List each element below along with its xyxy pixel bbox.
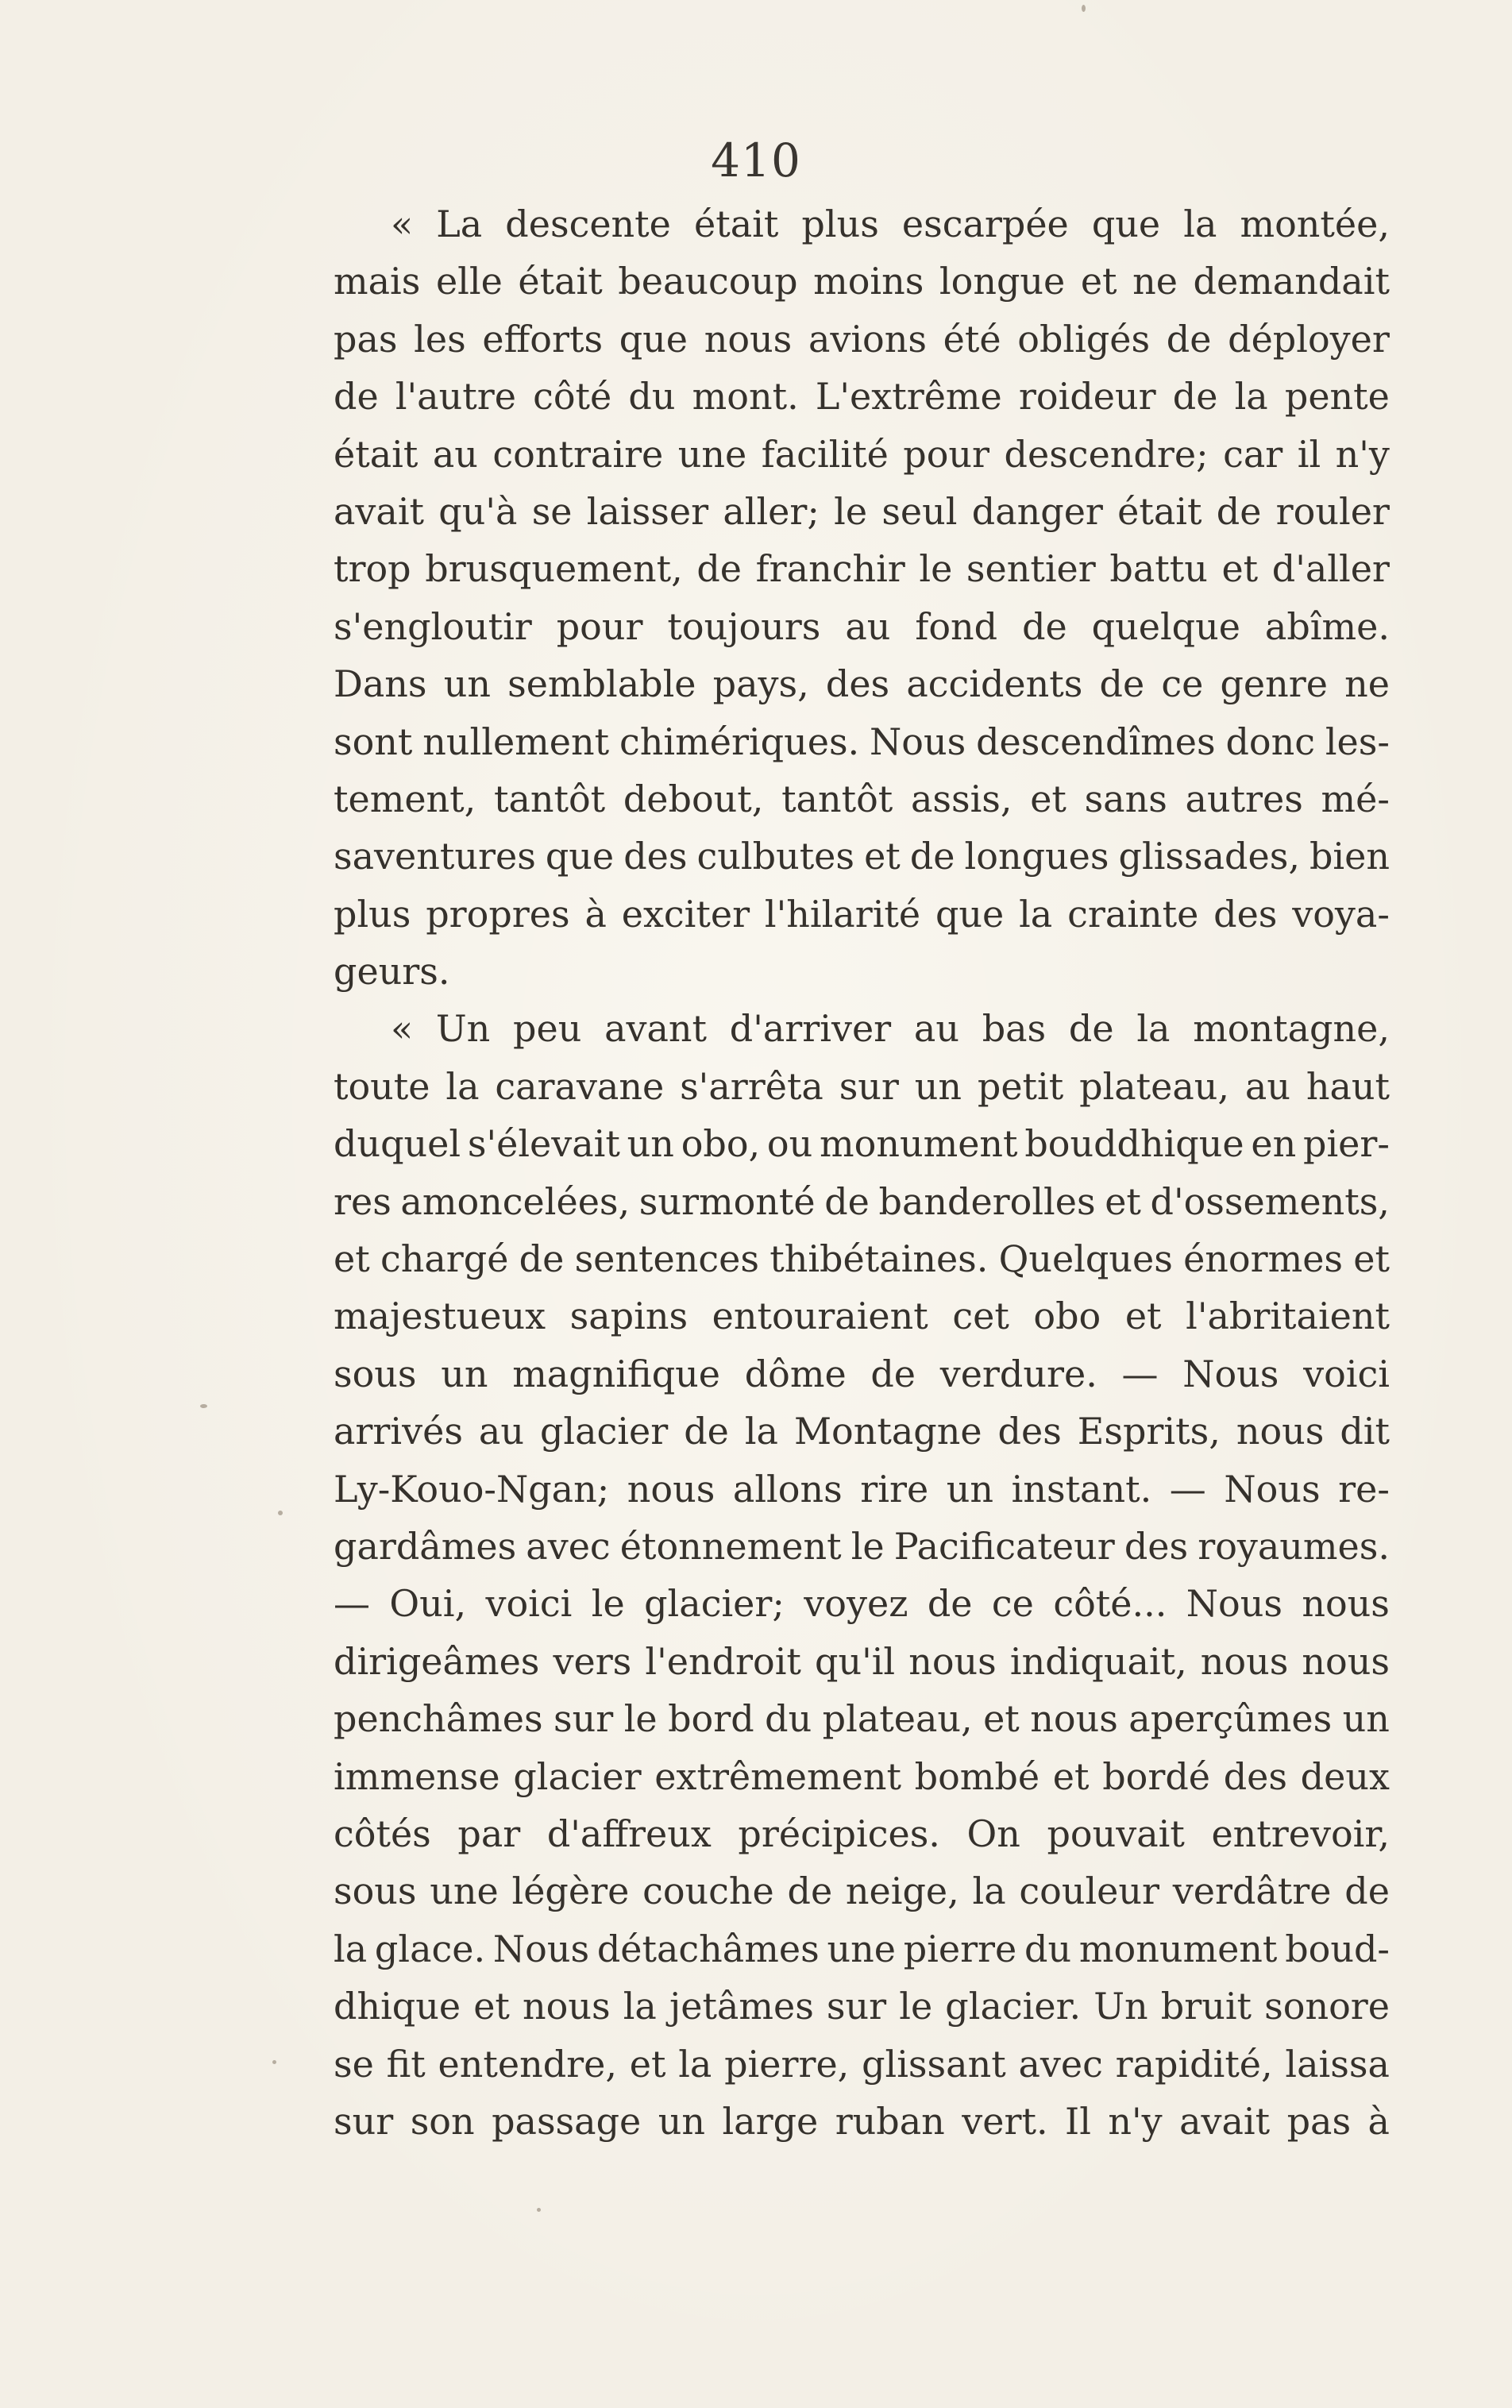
paper-speck — [278, 1511, 283, 1515]
paper-speck — [272, 2060, 276, 2064]
text-line: se fit entendre, et la pierre, glissant avec rapidité, laissa — [334, 2042, 1390, 2086]
text-line: plus propres à exciter l'hilarité que la crainte des voya- — [334, 892, 1390, 936]
text-line: majestueux sapins entouraient cet obo et l'abritaient — [334, 1295, 1390, 1338]
text-line: toute la caravane s'arrêta sur un petit plateau, au haut — [334, 1064, 1390, 1108]
text-line: gardâmes avec étonnement le Pacificateur des royaumes. — [334, 1524, 1390, 1568]
text-line: arrivés au glacier de la Montagne des Esprits, nous dit — [334, 1410, 1390, 1453]
text-line: était au contraire une facilité pour descendre; car il n'y — [334, 432, 1390, 476]
text-line: côtés par d'affreux précipices. On pouvait entrevoir, — [334, 1812, 1390, 1855]
text-line: geurs. — [334, 950, 450, 994]
text-line: penchâmes sur le bord du plateau, et nous aperçûmes un — [334, 1697, 1390, 1741]
text-line: immense glacier extrêmement bombé et bordé des deux — [334, 1754, 1390, 1798]
paper-speck — [537, 2208, 541, 2212]
text-line: avait qu'à se laisser aller; le seul danger était de rouler — [334, 489, 1390, 533]
text-line: tement, tantôt debout, tantôt assis, et sans autres mé- — [334, 777, 1390, 820]
text-line: la glace. Nous détachâmes une pierre du monument boud- — [334, 1927, 1390, 1970]
paper-speck — [200, 1404, 207, 1408]
body-text — [334, 195, 1390, 2150]
text-line: de l'autre côté du mont. L'extrême roideur de la pente — [334, 375, 1390, 419]
text-line: mais elle était beaucoup moins longue et ne demandait — [334, 260, 1390, 303]
text-line: dirigeâmes vers l'endroit qu'il nous indiquait, nous nous — [334, 1639, 1390, 1683]
text-line: sur son passage un large ruban vert. Il n'y avait pas à — [334, 2099, 1390, 2143]
text-line: saventures que des culbutes et de longues glissades, bien — [334, 835, 1390, 878]
text-line: et chargé de sentences thibétaines. Quelques énormes et — [334, 1237, 1390, 1281]
text-line: Dans un semblable pays, des accidents de ce genre ne — [334, 662, 1390, 706]
text-line: « Un peu avant d'arriver au bas de la montagne, — [391, 1007, 1390, 1051]
text-line: Ly-Kouo-Ngan; nous allons rire un instant. — Nous re- — [334, 1467, 1390, 1511]
text-line: pas les efforts que nous avions été obligés de déployer — [334, 317, 1390, 361]
text-line: « La descente était plus escarpée que la montée, — [391, 203, 1390, 245]
text-line: sous un magnifique dôme de verdure. — Nous voici — [334, 1352, 1390, 1395]
text-line: sous une légère couche de neige, la couleur verdâtre de — [334, 1870, 1390, 1913]
text-line: trop brusquement, de franchir le sentier battu et d'aller — [334, 547, 1390, 591]
paper-speck — [1082, 5, 1086, 12]
page-number: 410 — [711, 133, 801, 187]
text-line: — Oui, voici le glacier; voyez de ce côté... Nous nous — [334, 1582, 1390, 1626]
text-line: dhique et nous la jetâmes sur le glacier. Un bruit sonore — [334, 1985, 1390, 2028]
text-line: sont nullement chimériques. Nous descendîmes donc les- — [334, 720, 1390, 763]
text-line: s'engloutir pour toujours au fond de quelque abîme. — [334, 604, 1390, 648]
text-line: res amoncelées, surmonté de banderolles et d'ossements, — [334, 1179, 1390, 1223]
text-line: duquel s'élevait un obo, ou monument bouddhique en pier- — [334, 1122, 1390, 1166]
